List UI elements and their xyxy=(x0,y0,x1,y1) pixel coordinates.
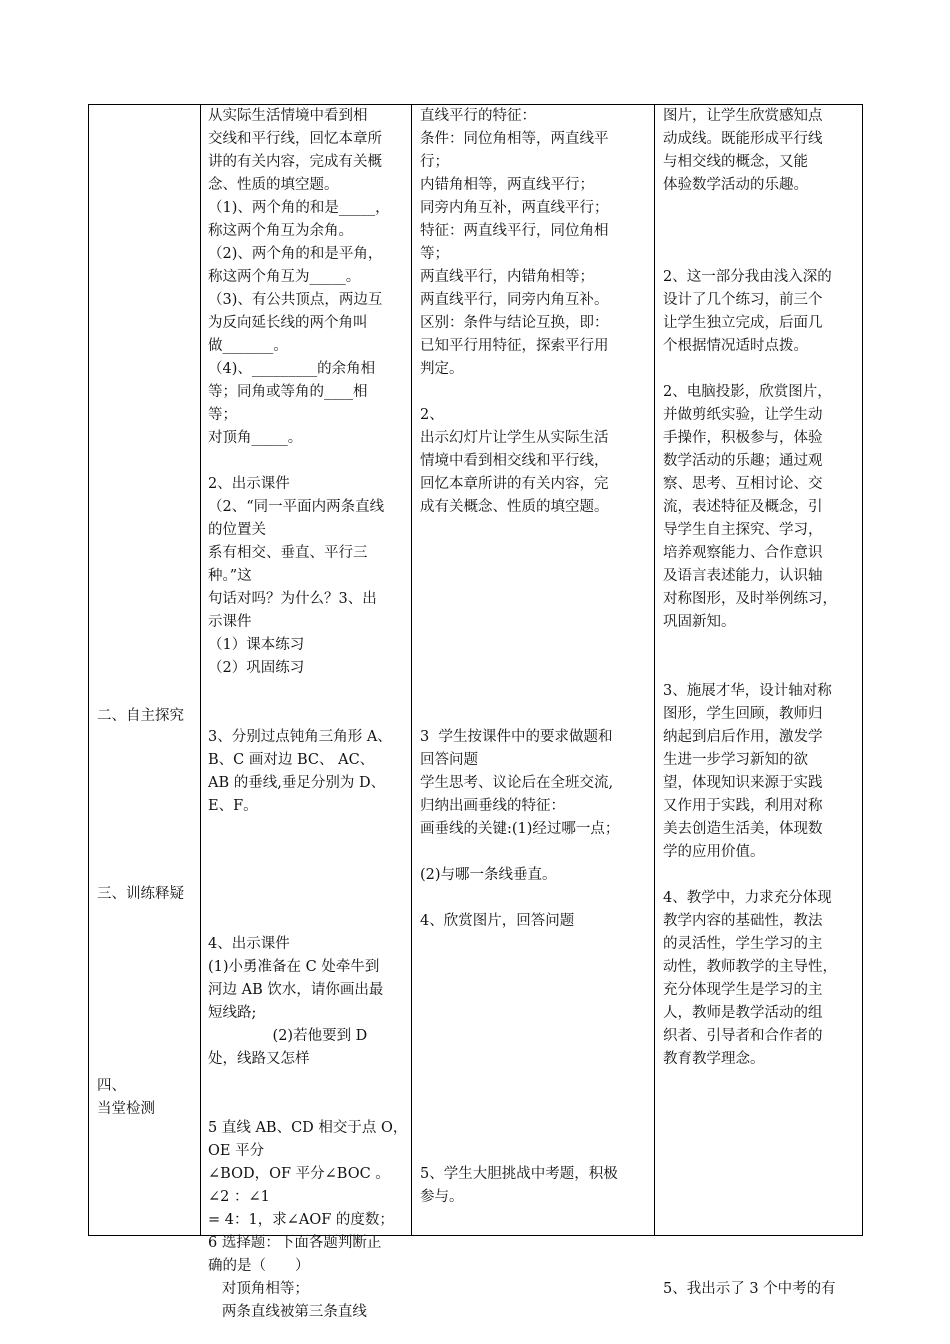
intent-text-line: 巩固新知。 xyxy=(663,614,736,630)
intent-text-line: 2、这一部分我由浅入深的 xyxy=(663,269,832,285)
intent-text-line: 织者、引导者和合作者的 xyxy=(663,1028,823,1044)
teacher-text-line: 交线和平行线，回忆本章所 xyxy=(208,131,382,147)
student-text-line: 区别：条件与结论互换，即： xyxy=(420,315,609,331)
student-text-line xyxy=(420,634,652,657)
teacher-text-line: 对顶角_____。 xyxy=(208,430,303,446)
intent-text-line: 图形，学生回顾，教师归 xyxy=(663,706,823,722)
student-text-line xyxy=(420,956,652,979)
student-text-line: 成有关概念、性质的填空题。 xyxy=(420,499,609,515)
teacher-text-line: 确的是（ ） xyxy=(208,1258,310,1274)
teacher-text-line xyxy=(208,703,408,726)
teacher-text-line: 河边 AB 饮水，请你画出最 xyxy=(208,982,384,998)
intent-text-line: 美去创造生活美，体现数 xyxy=(663,821,823,837)
student-text-line: 条件：同位角相等，两直线平 xyxy=(420,131,609,147)
teacher-text-line: 处，线路又怎样 xyxy=(208,1051,310,1067)
teacher-text-line: AB 的垂线,垂足分别为 D、 xyxy=(208,775,386,791)
intent-text-line: 3、施展才华，设计轴对称 xyxy=(663,683,832,699)
student-text-line: 2、 xyxy=(420,407,444,423)
intent-text-line xyxy=(663,657,861,680)
teacher-text-line: （4)、_________的余角相 xyxy=(208,361,376,377)
student-text-line xyxy=(420,565,652,588)
teacher-text-line: = 4：1，求∠AOF 的度数； xyxy=(208,1212,394,1228)
student-text-line xyxy=(420,979,652,1002)
intent-text-line: 教学内容的基础性，教法 xyxy=(663,913,823,929)
student-text-line: 已知平行用特征，探索平行用 xyxy=(420,338,609,354)
column-divider xyxy=(654,105,655,1235)
student-text-line: 3 学生按课件中的要求做题和 xyxy=(420,729,613,745)
student-text-line: 同旁内角互补，两直线平行； xyxy=(420,200,609,216)
teacher-text-line: 念、性质的填空题。 xyxy=(208,177,339,193)
intent-text-line xyxy=(663,1255,861,1278)
intent-text-line: 的灵活性，学生学习的主 xyxy=(663,936,823,952)
intent-text-line: 察、思考、互相讨论、交 xyxy=(663,476,823,492)
intent-text-line: 4、教学中，力求充分体现 xyxy=(663,890,832,906)
teacher-text-line: B、C 画对边 BC、 AC、 xyxy=(208,752,375,768)
student-text-line: 情境中看到相交线和平行线， xyxy=(420,453,609,469)
teacher-text-line: E、F。 xyxy=(208,798,258,814)
intent-text-line xyxy=(663,1140,861,1163)
student-text-line: 判定。 xyxy=(420,361,464,377)
intent-text-line: 图片，让学生欣赏感知点 xyxy=(663,108,823,124)
intent-text-line: 5、我出示了 3 个中考的有 xyxy=(663,1281,836,1297)
intent-text-line: 2、电脑投影，欣赏图片， xyxy=(663,384,832,400)
stage-label-check: 四、 当堂检测 xyxy=(97,1078,155,1117)
student-text-line: 两直线平行，同旁内角互补。 xyxy=(420,292,609,308)
student-text-line xyxy=(420,1117,652,1140)
intent-text-line: 充分体现学生是学习的主 xyxy=(663,982,823,998)
intent-text-line xyxy=(663,1209,861,1232)
teacher-text-line: 称这两个角互为余角。 xyxy=(208,223,353,239)
student-text-line: 出示幻灯片让学生从实际生活 xyxy=(420,430,609,446)
column-divider xyxy=(200,105,201,1235)
intent-text-line: 手操作，积极参与，体验 xyxy=(663,430,823,446)
student-text-line: 参与。 xyxy=(420,1189,464,1205)
intent-text-line xyxy=(663,243,861,266)
teacher-text-line: 句话对吗？为什么？3、出 xyxy=(208,591,377,607)
student-text-line xyxy=(420,703,652,726)
intent-text-line: 让学生独立完成，后面几 xyxy=(663,315,823,331)
intent-text-line: 又作用于实践，利用对称 xyxy=(663,798,823,814)
teacher-text-line: 讲的有关内容，完成有关概 xyxy=(208,154,382,170)
student-text-line xyxy=(420,1071,652,1094)
intent-text-line: 数学活动的乐趣；通过观 xyxy=(663,453,823,469)
intent-text-line: 对称图形，及时举例练习， xyxy=(663,591,837,607)
teacher-text-line xyxy=(208,1094,408,1117)
teacher-text-line: 的位置关 xyxy=(208,522,266,538)
intent-text-line xyxy=(663,1071,861,1094)
teacher-text-line: （2、“同一平面内两条直线 xyxy=(208,499,385,515)
intent-text-line xyxy=(663,864,861,887)
student-text-line xyxy=(420,1048,652,1071)
intent-text-line xyxy=(663,1163,861,1186)
teacher-text-line: 6 选择题：下面各题判断正 xyxy=(208,1235,382,1251)
student-text-line xyxy=(420,542,652,565)
column-divider xyxy=(411,105,412,1235)
teacher-text-line: （3)、有公共顶点，两边互 xyxy=(208,292,383,308)
teacher-text-line: 2、出示课件 xyxy=(208,476,290,492)
teacher-text-line: 两条直线被第三条直线 xyxy=(208,1304,367,1320)
teacher-text-line: (2)若他要到 D xyxy=(208,1028,368,1044)
teacher-text-line: 4、出示课件 xyxy=(208,936,290,952)
teacher-text-line xyxy=(208,680,408,703)
intent-text-line: 纳起到启后作用，激发学 xyxy=(663,729,823,745)
intent-text-line xyxy=(663,220,861,243)
stage-label-training: 三、训练释疑 xyxy=(97,886,184,902)
teacher-text-line: 短线路; xyxy=(208,1005,257,1021)
teacher-text-line: （1）课本练习 xyxy=(208,637,305,653)
student-text-line xyxy=(420,657,652,680)
teacher-text-line: 对顶角相等； xyxy=(208,1281,309,1297)
intent-text-line: 人，教师是教学活动的组 xyxy=(663,1005,823,1021)
intent-text-line: 生进一步学习新知的欲 xyxy=(663,752,808,768)
student-text-line xyxy=(420,1094,652,1117)
student-text-line xyxy=(420,1002,652,1025)
intent-text-line xyxy=(663,634,861,657)
student-text-line: 回答问题 xyxy=(420,752,478,768)
intent-text-line: 望，体现知识来源于实践 xyxy=(663,775,823,791)
student-text-line: 归纳出画垂线的特征： xyxy=(420,798,565,814)
intent-text-line: 动性，教师教学的主导性， xyxy=(663,959,837,975)
teacher-text-line: 为反向延长线的两个角叫 xyxy=(208,315,368,331)
intent-text-line xyxy=(663,1232,861,1255)
teacher-text-line: 做_______。 xyxy=(208,338,288,354)
student-text-line: 两直线平行，内错角相等； xyxy=(420,269,594,285)
student-text-line xyxy=(420,519,652,542)
intent-text-line xyxy=(663,1186,861,1209)
student-text-line: (2)与哪一条线垂直。 xyxy=(420,867,557,883)
student-text-line: 回忆本章所讲的有关内容，完 xyxy=(420,476,609,492)
teacher-text-line: 3、分别过点钝角三角形 A、 xyxy=(208,729,392,745)
student-text-line xyxy=(420,933,652,956)
intent-text-line xyxy=(663,1117,861,1140)
student-text-line: 内错角相等，两直线平行； xyxy=(420,177,594,193)
student-text-line: 等； xyxy=(420,246,449,262)
teacher-text-line xyxy=(208,450,408,473)
student-text-line xyxy=(420,1025,652,1048)
intent-text-line xyxy=(663,358,861,381)
design-intent-column xyxy=(663,105,861,1301)
teacher-text-line xyxy=(208,864,408,887)
student-text-line xyxy=(420,680,652,703)
intent-text-line: 及语言表述能力，认识轴 xyxy=(663,568,823,584)
teacher-text-line: 从实际生活情境中看到相 xyxy=(208,108,368,124)
intent-text-line: 体验数学活动的乐趣。 xyxy=(663,177,808,193)
teacher-text-line: （1)、两个角的和是_____， xyxy=(208,200,390,216)
intent-text-line: 学的应用价值。 xyxy=(663,844,765,860)
teacher-text-line: 等； xyxy=(208,407,237,423)
teacher-text-line: 5 直线 AB、CD 相交于点 O， xyxy=(208,1120,408,1136)
intent-text-line: 动成线。既能形成平行线 xyxy=(663,131,823,147)
teacher-text-line: ∠2 ：∠1 xyxy=(208,1189,270,1205)
teacher-text-line xyxy=(208,818,408,841)
intent-text-line: 个根据情况适时点拨。 xyxy=(663,338,808,354)
teacher-text-line: （2）巩固练习 xyxy=(208,660,305,676)
student-activity-column xyxy=(420,105,652,1209)
intent-text-line: 流，表述特征及概念，引 xyxy=(663,499,823,515)
teacher-activity-column xyxy=(208,105,408,1324)
teacher-text-line: 系有相交、垂直、平行三 xyxy=(208,545,368,561)
student-text-line xyxy=(420,381,652,404)
student-text-line: 画垂线的关键:(1)经过哪一点； xyxy=(420,821,620,837)
intent-text-line xyxy=(663,1094,861,1117)
teacher-text-line: （2)、两个角的和是平角， xyxy=(208,246,383,262)
intent-text-line: 与相交线的概念，又能 xyxy=(663,154,808,170)
intent-text-line xyxy=(663,197,861,220)
stage-label-explore: 二、自主探究 xyxy=(97,708,184,724)
student-text-line: 行； xyxy=(420,154,449,170)
intent-text-line: 并做剪纸实验，让学生动 xyxy=(663,407,823,423)
student-text-line xyxy=(420,611,652,634)
teacher-text-line: 等；同角或等角的____相 xyxy=(208,384,368,400)
teacher-text-line: ∠BOD，OF 平分∠BOC 。 xyxy=(208,1166,390,1182)
teacher-text-line xyxy=(208,841,408,864)
lesson-plan-table xyxy=(88,104,863,1320)
teacher-text-line xyxy=(208,910,408,933)
student-text-line: 5、学生大胆挑战中考题，积极 xyxy=(420,1166,618,1182)
student-text-line: 4、欣赏图片，回答问题 xyxy=(420,913,575,929)
student-text-line: 学生思考、议论后在全班交流, xyxy=(420,775,614,791)
intent-text-line: 教育教学理念。 xyxy=(663,1051,765,1067)
student-text-line xyxy=(420,887,652,910)
student-text-line xyxy=(420,1140,652,1163)
student-text-line: 直线平行的特征： xyxy=(420,108,536,124)
teacher-text-line: 称这两个角互为_____。 xyxy=(208,269,361,285)
intent-text-line: 设计了几个练习，前三个 xyxy=(663,292,823,308)
student-text-line xyxy=(420,588,652,611)
teacher-text-line xyxy=(208,1071,408,1094)
student-text-line xyxy=(420,841,652,864)
intent-text-line: 培养观察能力、合作意识 xyxy=(663,545,823,561)
teacher-text-line: (1)小勇准备在 C 处牵牛到 xyxy=(208,959,380,975)
teacher-text-line xyxy=(208,887,408,910)
teacher-text-line: OE 平分 xyxy=(208,1143,265,1159)
intent-text-line: 导学生自主探究、学习， xyxy=(663,522,823,538)
student-text-line: 特征：两直线平行，同位角相 xyxy=(420,223,609,239)
teacher-text-line: 示课件 xyxy=(208,614,252,630)
teacher-text-line: 种。”这 xyxy=(208,568,252,584)
